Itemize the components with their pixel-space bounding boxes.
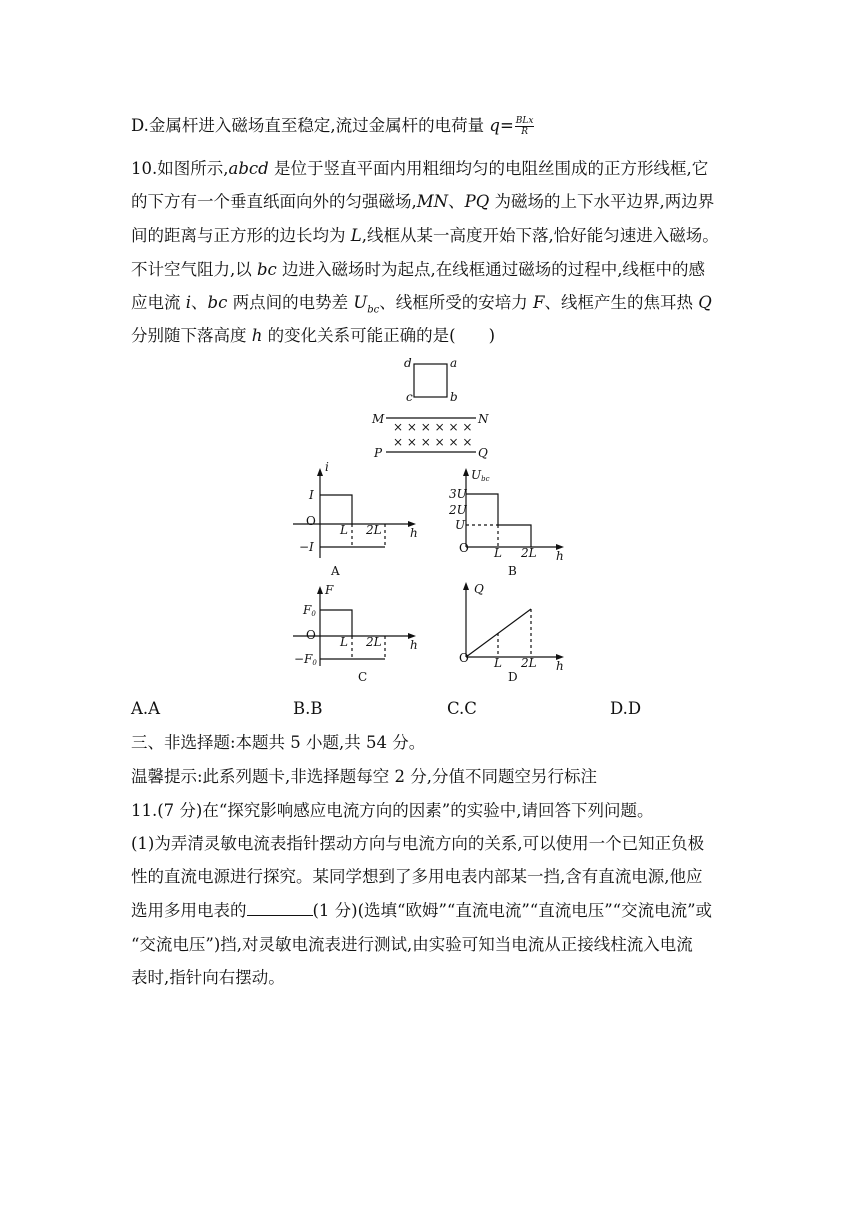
arrow-up-a <box>317 468 323 476</box>
q10-var-mn: MN <box>416 192 449 211</box>
q10-l6b: 的变化关系可能正确的是( ) <box>262 326 496 345</box>
graph-c-origin: O <box>306 628 316 642</box>
graph-b-origin: O <box>459 541 469 555</box>
q11-line-4: “交流电压”)挡,对灵敏电流表进行测试,由实验可知当电流从正接线柱流入电流 <box>131 935 693 954</box>
graph-b-ylabel-sub: bc <box>481 475 490 483</box>
q10-l4a: 不计空气阻力,以 <box>131 260 257 279</box>
q10-line-2 <box>131 192 714 212</box>
arrow-up-d <box>463 582 469 590</box>
square-frame <box>414 364 447 397</box>
q10-var-bc: bc <box>257 260 277 279</box>
graph-a-caption: A <box>331 564 340 578</box>
graph-c-ylabel: F <box>325 583 334 597</box>
q10-l5b: 、 <box>191 293 208 312</box>
q10-line-5 <box>131 293 712 320</box>
label-p: P <box>374 446 383 460</box>
graph-d <box>466 586 560 657</box>
fraction-numerator: BLx <box>515 116 534 126</box>
graph-d-x1: L <box>494 656 502 670</box>
q11-line-2: 性的直流电源进行探究。某同学想到了多用电表内部某一挡,含有直流电源,他应 <box>131 867 703 886</box>
q10-var-h: h <box>251 326 263 345</box>
q11-l3a: 选用多用电表的 <box>131 901 247 920</box>
q10-l3b: ,线框从某一高度开始下落,恰好能匀速进入磁场。 <box>361 226 719 245</box>
answer-blank[interactable] <box>247 901 313 916</box>
graph-d-caption: D <box>508 670 518 684</box>
graph-d-origin: O <box>459 651 469 665</box>
graph-b-tick-3u: 3U <box>449 487 467 501</box>
q11-l3b: (1 分)(选填“欧姆”“直流电流”“直流电压”“交流电流”或 <box>312 901 713 920</box>
fraction-denominator: R <box>521 127 528 137</box>
q11-line-3 <box>131 901 712 921</box>
q10-figure <box>0 350 860 690</box>
q10-sub-bc: bc <box>367 304 380 316</box>
prev-option-d-text: D.金属杆进入磁场直至稳定,流过金属杆的电荷量 <box>131 116 490 135</box>
corner-d-label: d <box>404 356 412 370</box>
graph-c-x1: L <box>340 635 348 649</box>
graph-b-caption: B <box>508 564 517 578</box>
option-b[interactable]: B.B <box>293 699 323 718</box>
graph-d-ylabel: Q <box>474 582 484 596</box>
equals-sign: = <box>499 116 514 135</box>
q10-l6a: 分别随下落高度 <box>131 326 252 345</box>
graph-c-caption: C <box>358 670 368 684</box>
q10-var-u: U <box>353 293 368 312</box>
q10-var-f: F <box>533 293 545 312</box>
graph-b <box>466 472 560 547</box>
q10-l4b: 边进入磁场时为起点,在线框通过磁场的过程中,线框中的感 <box>276 260 706 279</box>
q10-var-q: Q <box>698 293 712 312</box>
q10-var-pq: PQ <box>464 192 490 211</box>
graph-b-tick-u: U <box>455 518 466 532</box>
arrow-up-c <box>317 586 323 594</box>
q10-line-4 <box>131 260 705 280</box>
graph-b-ylabel-main: U <box>471 468 482 482</box>
label-q: Q <box>478 446 488 460</box>
prev-option-d <box>131 116 534 137</box>
graph-b-tick-2u: 2U <box>449 503 467 517</box>
var-q: q <box>489 116 500 135</box>
q10-l1a: 10.如图所示, <box>131 159 229 178</box>
graph-b-x1: L <box>494 546 502 560</box>
option-d[interactable]: D.D <box>610 699 642 718</box>
q10-var-i: i <box>185 293 192 312</box>
q10-l5c: 两点间的电势差 <box>227 293 354 312</box>
graph-c-tick-bottom-sub: 0 <box>312 659 317 667</box>
q10-l2a: 的下方有一个垂直纸面向外的匀强磁场, <box>131 192 417 211</box>
graph-a-x2: 2L <box>366 523 382 537</box>
q10-line-1 <box>131 159 708 179</box>
q10-l5a: 应电流 <box>131 293 186 312</box>
graph-b-x2: 2L <box>521 546 537 560</box>
q10-l5d: 、线框所受的安培力 <box>379 293 534 312</box>
q10-var-l: L <box>350 226 362 245</box>
corner-c-label: c <box>406 390 413 404</box>
q11-line-5: 表时,指针向右摆动。 <box>131 968 285 987</box>
graph-a-tick-bottom: −I <box>299 540 314 554</box>
graph-a-origin: O <box>306 514 316 528</box>
graph-c-tick-top <box>302 603 316 618</box>
fraction-blx-over-r <box>515 116 535 137</box>
graph-c-x2: 2L <box>366 635 382 649</box>
corner-b-label: b <box>450 390 458 404</box>
q10-l3a: 间的距离与正方形的边长均为 <box>131 226 351 245</box>
graph-d-x2: 2L <box>521 656 537 670</box>
graph-d-xlabel: h <box>556 659 564 673</box>
graph-a-ylabel: i <box>325 460 329 474</box>
field-crosses-row-1: × × × × × × <box>393 420 473 434</box>
label-n: N <box>478 412 489 426</box>
q10-line-6 <box>131 326 495 346</box>
arrow-up-b <box>463 468 469 476</box>
graph-c-xlabel: h <box>410 638 418 652</box>
q10-l2c: 为磁场的上下水平边界,两边界 <box>489 192 715 211</box>
graph-c-tick-top-sub: 0 <box>311 610 316 618</box>
label-m: M <box>372 412 385 426</box>
q10-l2b: 、 <box>448 192 465 211</box>
q10-line-3 <box>131 226 719 246</box>
option-a[interactable]: A.A <box>131 699 161 718</box>
graph-a-x1: L <box>340 523 348 537</box>
q10-l5e: 、线框产生的焦耳热 <box>544 293 699 312</box>
graph-b-ylabel <box>471 468 490 483</box>
q10-var-bc-2: bc <box>207 293 228 312</box>
field-crosses-row-2: × × × × × × <box>393 435 473 449</box>
section-3-heading: 三、非选择题:本题共 5 小题,共 54 分。 <box>131 733 426 752</box>
q11-line-1: (1)为弄清灵敏电流表指针摆动方向与电流方向的关系,可以使用一个已知正负极 <box>131 834 705 853</box>
q10-var-abcd: abcd <box>228 159 269 178</box>
graph-a-xlabel: h <box>410 526 418 540</box>
corner-a-label: a <box>450 356 458 370</box>
option-c[interactable]: C.C <box>447 699 477 718</box>
graph-c-tick-bottom <box>294 652 317 667</box>
graph-c-tick-top-main: F <box>303 603 312 617</box>
tip-text: 温馨提示:此系列题卡,非选择题每空 2 分,分值不同题空另行标注 <box>131 767 598 786</box>
q11-title: 11.(7 分)在“探究影响感应电流方向的因素”的实验中,请回答下列问题。 <box>131 801 654 820</box>
q10-l1b: 是位于竖直平面内用粗细均匀的电阻丝围成的正方形线框,它 <box>268 159 709 178</box>
graph-b-xlabel: h <box>556 549 564 563</box>
graph-a-tick-top: I <box>309 488 314 502</box>
graph-c-tick-bottom-main: −F <box>294 652 313 666</box>
